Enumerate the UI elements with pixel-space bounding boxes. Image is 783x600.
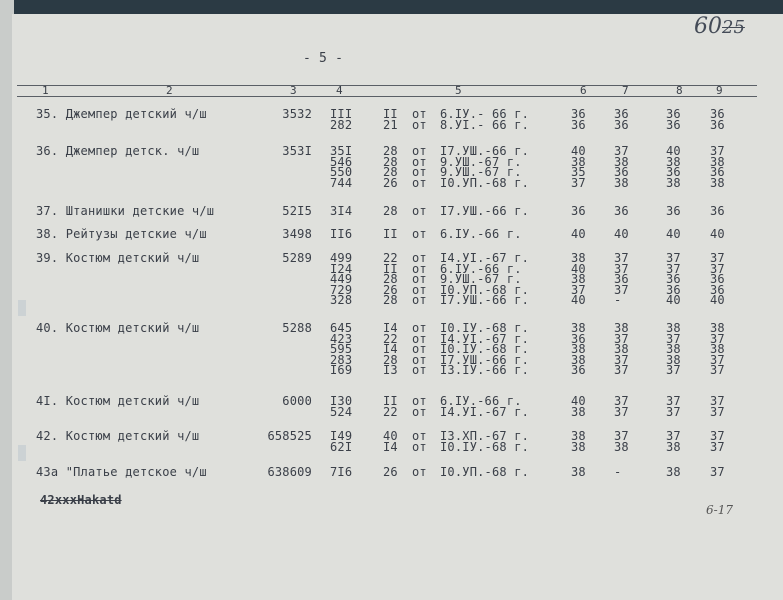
column-header-5: 5 <box>455 84 462 97</box>
table-cell: 36 <box>614 107 629 121</box>
table-cell: 7I6 <box>330 465 353 479</box>
table-cell: 595 <box>330 342 353 356</box>
table-cell: 37 <box>666 251 681 265</box>
table-cell: 37 <box>614 394 629 408</box>
table-cell: 36 <box>614 272 629 286</box>
table-cell: 37 <box>614 251 629 265</box>
table-cell: 36 <box>666 204 681 218</box>
column-header-1: 1 <box>42 84 49 97</box>
table-cell: 40 <box>571 261 586 276</box>
struck-line: 42xxxHakatd <box>40 493 122 507</box>
table-cell: 6.IУ.-66 г. <box>440 227 522 241</box>
table-cell: 38 <box>614 154 629 169</box>
table-cell: II <box>383 227 398 241</box>
table-cell: 36 <box>571 331 586 346</box>
table-cell: 8.УI.- 66 г. <box>440 117 530 132</box>
table-cell: 40 <box>710 227 725 241</box>
table-cell: I7.УШ.-66 г. <box>440 352 530 367</box>
table-cell: II <box>383 394 398 408</box>
table-cell: I0.УП.-68 г. <box>440 282 530 297</box>
table-cell: 38 <box>614 321 629 335</box>
table-cell: 36 <box>571 363 586 377</box>
table-cell: II <box>383 261 398 276</box>
table-cell: 38 <box>571 154 586 169</box>
item-code: 52I5 <box>282 204 312 218</box>
table-cell: 328 <box>330 293 353 307</box>
table-cell: 729 <box>330 282 353 297</box>
table-cell: 36 <box>710 117 725 132</box>
column-header-9: 9 <box>716 84 723 97</box>
table-cell: I7.УШ.-66 г. <box>440 204 530 218</box>
table-cell: 645 <box>330 321 353 335</box>
table-cell: 36 <box>710 165 725 179</box>
table-cell: от <box>412 363 427 377</box>
edge-mark <box>18 445 26 461</box>
table-cell: 36 <box>710 107 725 121</box>
table-cell: 3I4 <box>330 204 353 218</box>
table-cell: 37 <box>710 465 725 479</box>
table-cell: 36 <box>666 272 681 286</box>
table-cell: 28 <box>383 154 398 169</box>
table-cell: 38 <box>571 429 586 443</box>
table-cell: 38 <box>666 465 681 479</box>
column-header-7: 7 <box>622 84 629 97</box>
table-cell: - <box>614 465 622 479</box>
table-cell: 37 <box>614 144 629 158</box>
table-cell: I0.УП.-68 г. <box>440 465 530 479</box>
table-cell: от <box>412 272 427 286</box>
page-number: - 5 - <box>303 51 344 66</box>
table-cell: I69 <box>330 363 353 377</box>
table-cell: от <box>412 321 427 335</box>
table-cell: 28 <box>383 272 398 286</box>
table-cell: 40 <box>666 144 681 158</box>
table-cell: 37 <box>666 394 681 408</box>
table-cell: от <box>412 154 427 169</box>
table-cell: 744 <box>330 175 353 190</box>
table-cell: 28 <box>383 165 398 179</box>
column-header-8: 8 <box>676 84 683 97</box>
table-cell: I4 <box>383 342 398 356</box>
table-cell: 37 <box>710 251 725 265</box>
table-cell: 38 <box>666 352 681 367</box>
table-cell: I7.УШ.-66 г. <box>440 144 530 158</box>
table-cell: 62I <box>330 439 353 454</box>
table-cell: 36 <box>710 272 725 286</box>
table-cell: от <box>412 175 427 190</box>
header-line-bottom <box>17 96 757 97</box>
table-cell: 9.УШ.-67 г. <box>440 165 522 179</box>
table-cell: 6.IУ.-66 г. <box>440 394 522 408</box>
table-cell: 38 <box>571 272 586 286</box>
table-cell: 38 <box>666 175 681 190</box>
table-cell: 38 <box>666 154 681 169</box>
table-cell: 37 <box>710 261 725 276</box>
table-cell: 283 <box>330 352 353 367</box>
column-header-3: 3 <box>290 84 297 97</box>
table-cell: от <box>412 429 427 443</box>
item-label: 37. Штанишки детские ч/ш <box>36 204 215 218</box>
corner-mark-struck: 25 <box>722 17 745 38</box>
table-cell: 38 <box>666 439 681 454</box>
item-code: 5288 <box>282 321 312 335</box>
table-cell: 37 <box>710 352 725 367</box>
table-cell: 35I <box>330 144 353 158</box>
item-label: 40. Костюм детский ч/ш <box>36 321 200 335</box>
table-cell: 37 <box>710 439 725 454</box>
table-cell: 36 <box>666 282 681 297</box>
table-cell: I0.IУ.-68 г. <box>440 321 530 335</box>
table-cell: 40 <box>571 293 586 307</box>
table-cell: 38 <box>571 251 586 265</box>
item-code: 3532 <box>282 107 312 121</box>
table-cell: 37 <box>710 429 725 443</box>
item-label: 42. Костюм детский ч/ш <box>36 429 200 443</box>
table-cell: 37 <box>666 331 681 346</box>
table-cell: 40 <box>383 429 398 443</box>
table-cell: 21 <box>383 117 398 132</box>
item-code: 353I <box>282 144 312 158</box>
table-cell: I3 <box>383 363 398 377</box>
item-label: 38. Рейтузы детские ч/ш <box>36 227 207 241</box>
table-cell: 37 <box>614 363 629 377</box>
table-cell: 38 <box>666 321 681 335</box>
table-cell: 40 <box>666 293 681 307</box>
bottom-mark: 6-17 <box>706 503 733 517</box>
table-cell: 38 <box>710 175 725 190</box>
table-cell: от <box>412 165 427 179</box>
table-cell: 37 <box>666 261 681 276</box>
table-cell: от <box>412 282 427 297</box>
table-cell: I30 <box>330 394 353 408</box>
table-cell: I4.УI.-67 г. <box>440 251 530 265</box>
table-cell: 40 <box>571 144 586 158</box>
table-cell: 38 <box>571 404 586 419</box>
item-label: 43а "Платье детское ч/ш <box>36 465 207 479</box>
table-cell: 546 <box>330 154 353 169</box>
table-cell: 37 <box>571 282 586 297</box>
table-cell: I0.IУ.-68 г. <box>440 342 530 356</box>
item-label: 36. Джемпер детск. ч/ш <box>36 144 200 158</box>
table-cell: 40 <box>614 227 629 241</box>
table-cell: 37 <box>614 331 629 346</box>
table-cell: 38 <box>666 342 681 356</box>
corner-mark <box>694 14 745 39</box>
table-cell: 28 <box>383 204 398 218</box>
table-cell: 282 <box>330 117 353 132</box>
table-cell: I4.УI.-67 г. <box>440 404 530 419</box>
table-cell: 423 <box>330 331 353 346</box>
header-line-top <box>17 85 757 86</box>
table-cell: I4 <box>383 321 398 335</box>
edge-mark <box>18 300 26 316</box>
table-cell: 37 <box>666 429 681 443</box>
table-cell: 36 <box>571 117 586 132</box>
table-cell: I24 <box>330 261 353 276</box>
table-cell: 36 <box>571 204 586 218</box>
table-cell: 38 <box>614 175 629 190</box>
table-cell: 38 <box>571 342 586 356</box>
table-cell: 37 <box>710 331 725 346</box>
table-cell: 40 <box>571 394 586 408</box>
table-cell: 22 <box>383 251 398 265</box>
table-cell: 40 <box>571 227 586 241</box>
table-cell: 28 <box>383 293 398 307</box>
table-cell: 37 <box>614 261 629 276</box>
table-cell: 37 <box>710 394 725 408</box>
item-code: 638609 <box>267 465 312 479</box>
table-cell: 36 <box>666 117 681 132</box>
table-cell: 550 <box>330 165 353 179</box>
column-header-2: 2 <box>166 84 173 97</box>
table-cell: I7.УШ.-66 г. <box>440 293 530 307</box>
table-cell: I4.УI.-67 г. <box>440 331 530 346</box>
table-cell: 37 <box>614 282 629 297</box>
table-cell: 38 <box>571 321 586 335</box>
corner-mark-number: 60 <box>694 14 722 39</box>
table-cell: 6.IУ.-66 г. <box>440 261 522 276</box>
table-cell: II <box>383 107 398 121</box>
table-cell: 449 <box>330 272 353 286</box>
table-cell: 9.УШ.-67 г. <box>440 154 522 169</box>
table-cell: 37 <box>710 363 725 377</box>
table-cell: от <box>412 251 427 265</box>
table-cell: 26 <box>383 465 398 479</box>
column-header-6: 6 <box>580 84 587 97</box>
table-cell: II6 <box>330 227 353 241</box>
table-cell: от <box>412 331 427 346</box>
table-cell: 40 <box>710 293 725 307</box>
table-cell: от <box>412 293 427 307</box>
table-cell: 35 <box>571 165 586 179</box>
table-cell: 38 <box>571 352 586 367</box>
table-cell: 36 <box>666 107 681 121</box>
table-cell: 28 <box>383 352 398 367</box>
item-label: 39. Костюм детский ч/ш <box>36 251 200 265</box>
item-code: 5289 <box>282 251 312 265</box>
table-cell: 6.IУ.- 66 г. <box>440 107 530 121</box>
table-cell: от <box>412 352 427 367</box>
table-cell: 38 <box>571 465 586 479</box>
table-cell: от <box>412 107 427 121</box>
table-cell: I3.XП.-67 г. <box>440 429 530 443</box>
column-header-4: 4 <box>336 84 343 97</box>
table-cell: 38 <box>614 342 629 356</box>
table-cell: 40 <box>666 227 681 241</box>
table-cell: - <box>614 293 622 307</box>
table-cell: 36 <box>710 204 725 218</box>
table-cell: I4 <box>383 439 398 454</box>
table-cell: 38 <box>710 154 725 169</box>
table-cell: 37 <box>571 175 586 190</box>
table-cell: 37 <box>614 404 629 419</box>
table-cell: III <box>330 107 353 121</box>
table-cell: от <box>412 439 427 454</box>
item-code: 6000 <box>282 394 312 408</box>
table-cell: 26 <box>383 282 398 297</box>
table-cell: от <box>412 227 427 241</box>
table-cell: от <box>412 261 427 276</box>
table-cell: 36 <box>571 107 586 121</box>
table-cell: 22 <box>383 331 398 346</box>
table-cell: 38 <box>710 321 725 335</box>
table-cell: 36 <box>614 204 629 218</box>
table-cell: 38 <box>614 439 629 454</box>
table-cell: 37 <box>710 404 725 419</box>
table-cell: 36 <box>710 282 725 297</box>
table-cell: 524 <box>330 404 353 419</box>
item-label: 4I. Костюм детский ч/ш <box>36 394 200 408</box>
table-cell: 36 <box>614 165 629 179</box>
table-cell: I49 <box>330 429 353 443</box>
table-cell: 38 <box>710 342 725 356</box>
table-cell: от <box>412 404 427 419</box>
table-cell: 36 <box>614 117 629 132</box>
table-cell: от <box>412 117 427 132</box>
table-cell: 37 <box>710 144 725 158</box>
table-cell: I0.IУ.-68 г. <box>440 439 530 454</box>
table-cell: 37 <box>666 363 681 377</box>
table-cell: 9.УШ.-67 г. <box>440 272 522 286</box>
item-code: 658525 <box>267 429 312 443</box>
table-cell: от <box>412 342 427 356</box>
table-cell: 38 <box>571 439 586 454</box>
table-cell: I0.УП.-68 г. <box>440 175 530 190</box>
table-cell: 22 <box>383 404 398 419</box>
table-cell: от <box>412 465 427 479</box>
item-code: 3498 <box>282 227 312 241</box>
table-cell: от <box>412 394 427 408</box>
table-cell: от <box>412 204 427 218</box>
table-cell: 37 <box>614 352 629 367</box>
table-cell: от <box>412 144 427 158</box>
table-cell: 36 <box>666 165 681 179</box>
table-cell: I3.IУ.-66 г. <box>440 363 530 377</box>
table-cell: 28 <box>383 144 398 158</box>
table-cell: 37 <box>666 404 681 419</box>
table-cell: 37 <box>614 429 629 443</box>
table-cell: 26 <box>383 175 398 190</box>
table-cell: 499 <box>330 251 353 265</box>
item-label: 35. Джемпер детский ч/ш <box>36 107 207 121</box>
